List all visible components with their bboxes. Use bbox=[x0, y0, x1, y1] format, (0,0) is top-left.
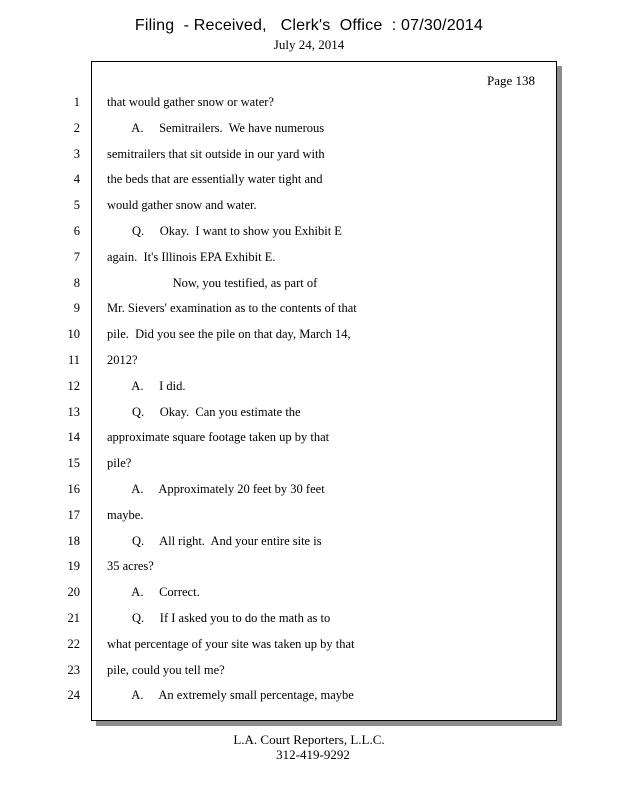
line-number: 14 bbox=[67, 430, 80, 445]
footer-company: L.A. Court Reporters, L.L.C. bbox=[233, 732, 385, 747]
line-text: A. Correct. bbox=[107, 585, 200, 600]
line-text: 35 acres? bbox=[107, 559, 154, 574]
line-number: 20 bbox=[67, 585, 80, 600]
line-number: 4 bbox=[73, 172, 80, 187]
line-text: A. An extremely small percentage, maybe bbox=[107, 688, 354, 703]
line-text: again. It's Illinois EPA Exhibit E. bbox=[107, 249, 276, 264]
filing-stamp: Filing - Received, Clerk's Office : 07/30/2014 bbox=[134, 17, 484, 34]
line-number: 5 bbox=[73, 198, 80, 213]
line-number: 13 bbox=[67, 404, 80, 419]
line-text: what percentage of your site was taken up by that bbox=[107, 636, 355, 651]
line-text: approximate square footage taken up by that bbox=[107, 430, 330, 445]
line-text: Q. If I asked you to do the math as to bbox=[107, 611, 331, 625]
transcript-line bbox=[0, 559, 618, 579]
line-text: A. Semitrailers. We have numerous bbox=[107, 120, 325, 135]
line-text: Mr. Sievers' examination as to the contents of that bbox=[107, 301, 357, 316]
line-number: 9 bbox=[73, 301, 80, 316]
line-text: pile, could you tell me? bbox=[107, 662, 225, 677]
line-number: 15 bbox=[67, 456, 80, 471]
line-number: 18 bbox=[67, 533, 80, 548]
footer-phone: 312-419-9292 bbox=[276, 747, 350, 762]
transcript-date: July 24, 2014 bbox=[273, 37, 345, 52]
transcript-line bbox=[0, 534, 618, 554]
transcript-line bbox=[0, 430, 618, 450]
transcript-line bbox=[0, 508, 618, 528]
line-text: pile. Did you see the pile on that day, March 14, bbox=[107, 327, 351, 342]
line-number: 11 bbox=[67, 353, 80, 367]
line-number: 22 bbox=[67, 636, 80, 651]
line-number: 2 bbox=[73, 120, 80, 135]
line-number: 12 bbox=[67, 378, 80, 393]
footer bbox=[0, 732, 618, 762]
transcript-line bbox=[0, 379, 618, 399]
line-number: 24 bbox=[67, 688, 80, 703]
transcript-line bbox=[0, 482, 618, 502]
line-text: semitrailers that sit outside in our yard with bbox=[107, 146, 325, 161]
line-text: would gather snow and water. bbox=[107, 198, 257, 213]
line-text: that would gather snow or water? bbox=[107, 95, 274, 109]
line-number: 8 bbox=[73, 275, 80, 290]
transcript-line bbox=[0, 147, 618, 167]
transcript-line bbox=[0, 250, 618, 270]
line-text: A. Approximately 20 feet by 30 feet bbox=[107, 482, 325, 496]
transcript-line bbox=[0, 611, 618, 631]
line-text: the beds that are essentially water tight and bbox=[107, 172, 323, 187]
transcript-line bbox=[0, 172, 618, 192]
transcript-line bbox=[0, 301, 618, 321]
transcript-line bbox=[0, 663, 618, 683]
line-number: 3 bbox=[73, 146, 80, 161]
page-number: Page 138 bbox=[486, 73, 535, 88]
transcript-line bbox=[0, 198, 618, 218]
transcript-line bbox=[0, 224, 618, 244]
transcript-line bbox=[0, 637, 618, 657]
line-number: 7 bbox=[73, 249, 80, 264]
line-number: 6 bbox=[73, 224, 80, 238]
transcript-line bbox=[0, 327, 618, 347]
transcript-line bbox=[0, 276, 618, 296]
transcript-line bbox=[0, 456, 618, 476]
line-number: 1 bbox=[73, 95, 80, 109]
line-number: 19 bbox=[67, 559, 80, 574]
line-text: Q. Okay. I want to show you Exhibit E bbox=[107, 224, 342, 238]
line-number: 16 bbox=[67, 482, 80, 496]
transcript-line bbox=[0, 353, 618, 373]
line-text: Now, you testified, as part of bbox=[107, 275, 318, 290]
line-number: 21 bbox=[67, 611, 80, 625]
line-text: Q. Okay. Can you estimate the bbox=[107, 404, 301, 419]
line-number: 23 bbox=[67, 662, 80, 677]
transcript-line bbox=[0, 585, 618, 605]
line-number: 17 bbox=[67, 507, 80, 522]
line-text: 2012? bbox=[107, 353, 138, 367]
line-text: Q. All right. And your entire site is bbox=[107, 533, 322, 548]
line-text: maybe. bbox=[107, 507, 144, 522]
transcript-line bbox=[0, 121, 618, 141]
transcript-line bbox=[0, 405, 618, 425]
line-number: 10 bbox=[67, 327, 80, 342]
line-text: A. I did. bbox=[107, 378, 186, 393]
transcript-line bbox=[0, 688, 618, 708]
line-text: pile? bbox=[107, 456, 132, 471]
transcript-line bbox=[0, 95, 618, 115]
